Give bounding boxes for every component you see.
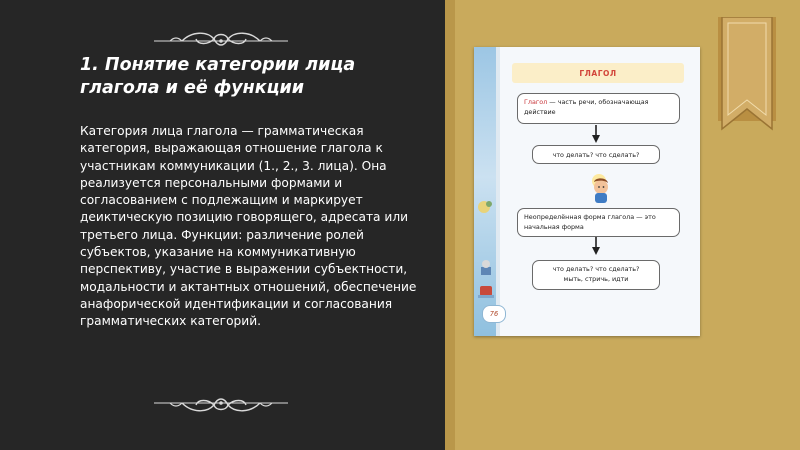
infinitive-text: Неопределённая форма глагола — это начальная форма: [524, 213, 656, 231]
question-box: [532, 145, 660, 164]
page-header-band: [512, 63, 684, 83]
textbook-page-image: [474, 47, 700, 336]
definition-text: — часть речи, обозначающая действие: [524, 98, 649, 116]
ornament-divider-bottom-icon: [152, 393, 290, 413]
panel-border-strip: [445, 0, 455, 450]
flower-pot-icon: [476, 257, 496, 277]
paint-splash-icon: [476, 197, 496, 217]
arrow-down-icon: [592, 125, 600, 143]
question-text: что делать? что сделать?: [552, 151, 640, 159]
infinitive-box: [517, 208, 680, 237]
slide-title: 1. Понятие категории лица глагола и её функции: [80, 55, 356, 98]
ornament-divider-top-icon: [152, 31, 290, 51]
slide-body-text: Категория лица глагола — грамматическая категория, выражающая отношение глагола к участникам коммуникации (1., 2., 3. лица). Она реализуется персональными формами и согласованием с подлежащим и маркирует деиктическую позицию говорящего, адресата или третьего лица. Функции: различение ролей субъектов, указание на коммуникативную перспективу, участие в выражении субъектности, модальности и актантных отношений, обеспечение анафорической идентификации и согласования грамматических категорий.: [80, 124, 417, 329]
boy-illustration-icon: [578, 165, 620, 207]
definition-box: [517, 93, 680, 124]
arrow-down-icon: [592, 237, 600, 255]
page-header-label: ГЛАГОЛ: [579, 68, 617, 78]
page-strip-edge: [496, 47, 500, 336]
examples-question: что делать? что сделать?: [552, 265, 640, 273]
page-number-badge: [482, 305, 506, 323]
definition-highlight: Глагол: [524, 98, 548, 106]
examples-words: мыть, стричь, идти: [563, 275, 629, 283]
bookmark-ribbon-icon: [718, 17, 776, 133]
examples-box: [532, 260, 660, 290]
page-number: 76: [489, 310, 499, 318]
cup-icon: [476, 280, 496, 300]
